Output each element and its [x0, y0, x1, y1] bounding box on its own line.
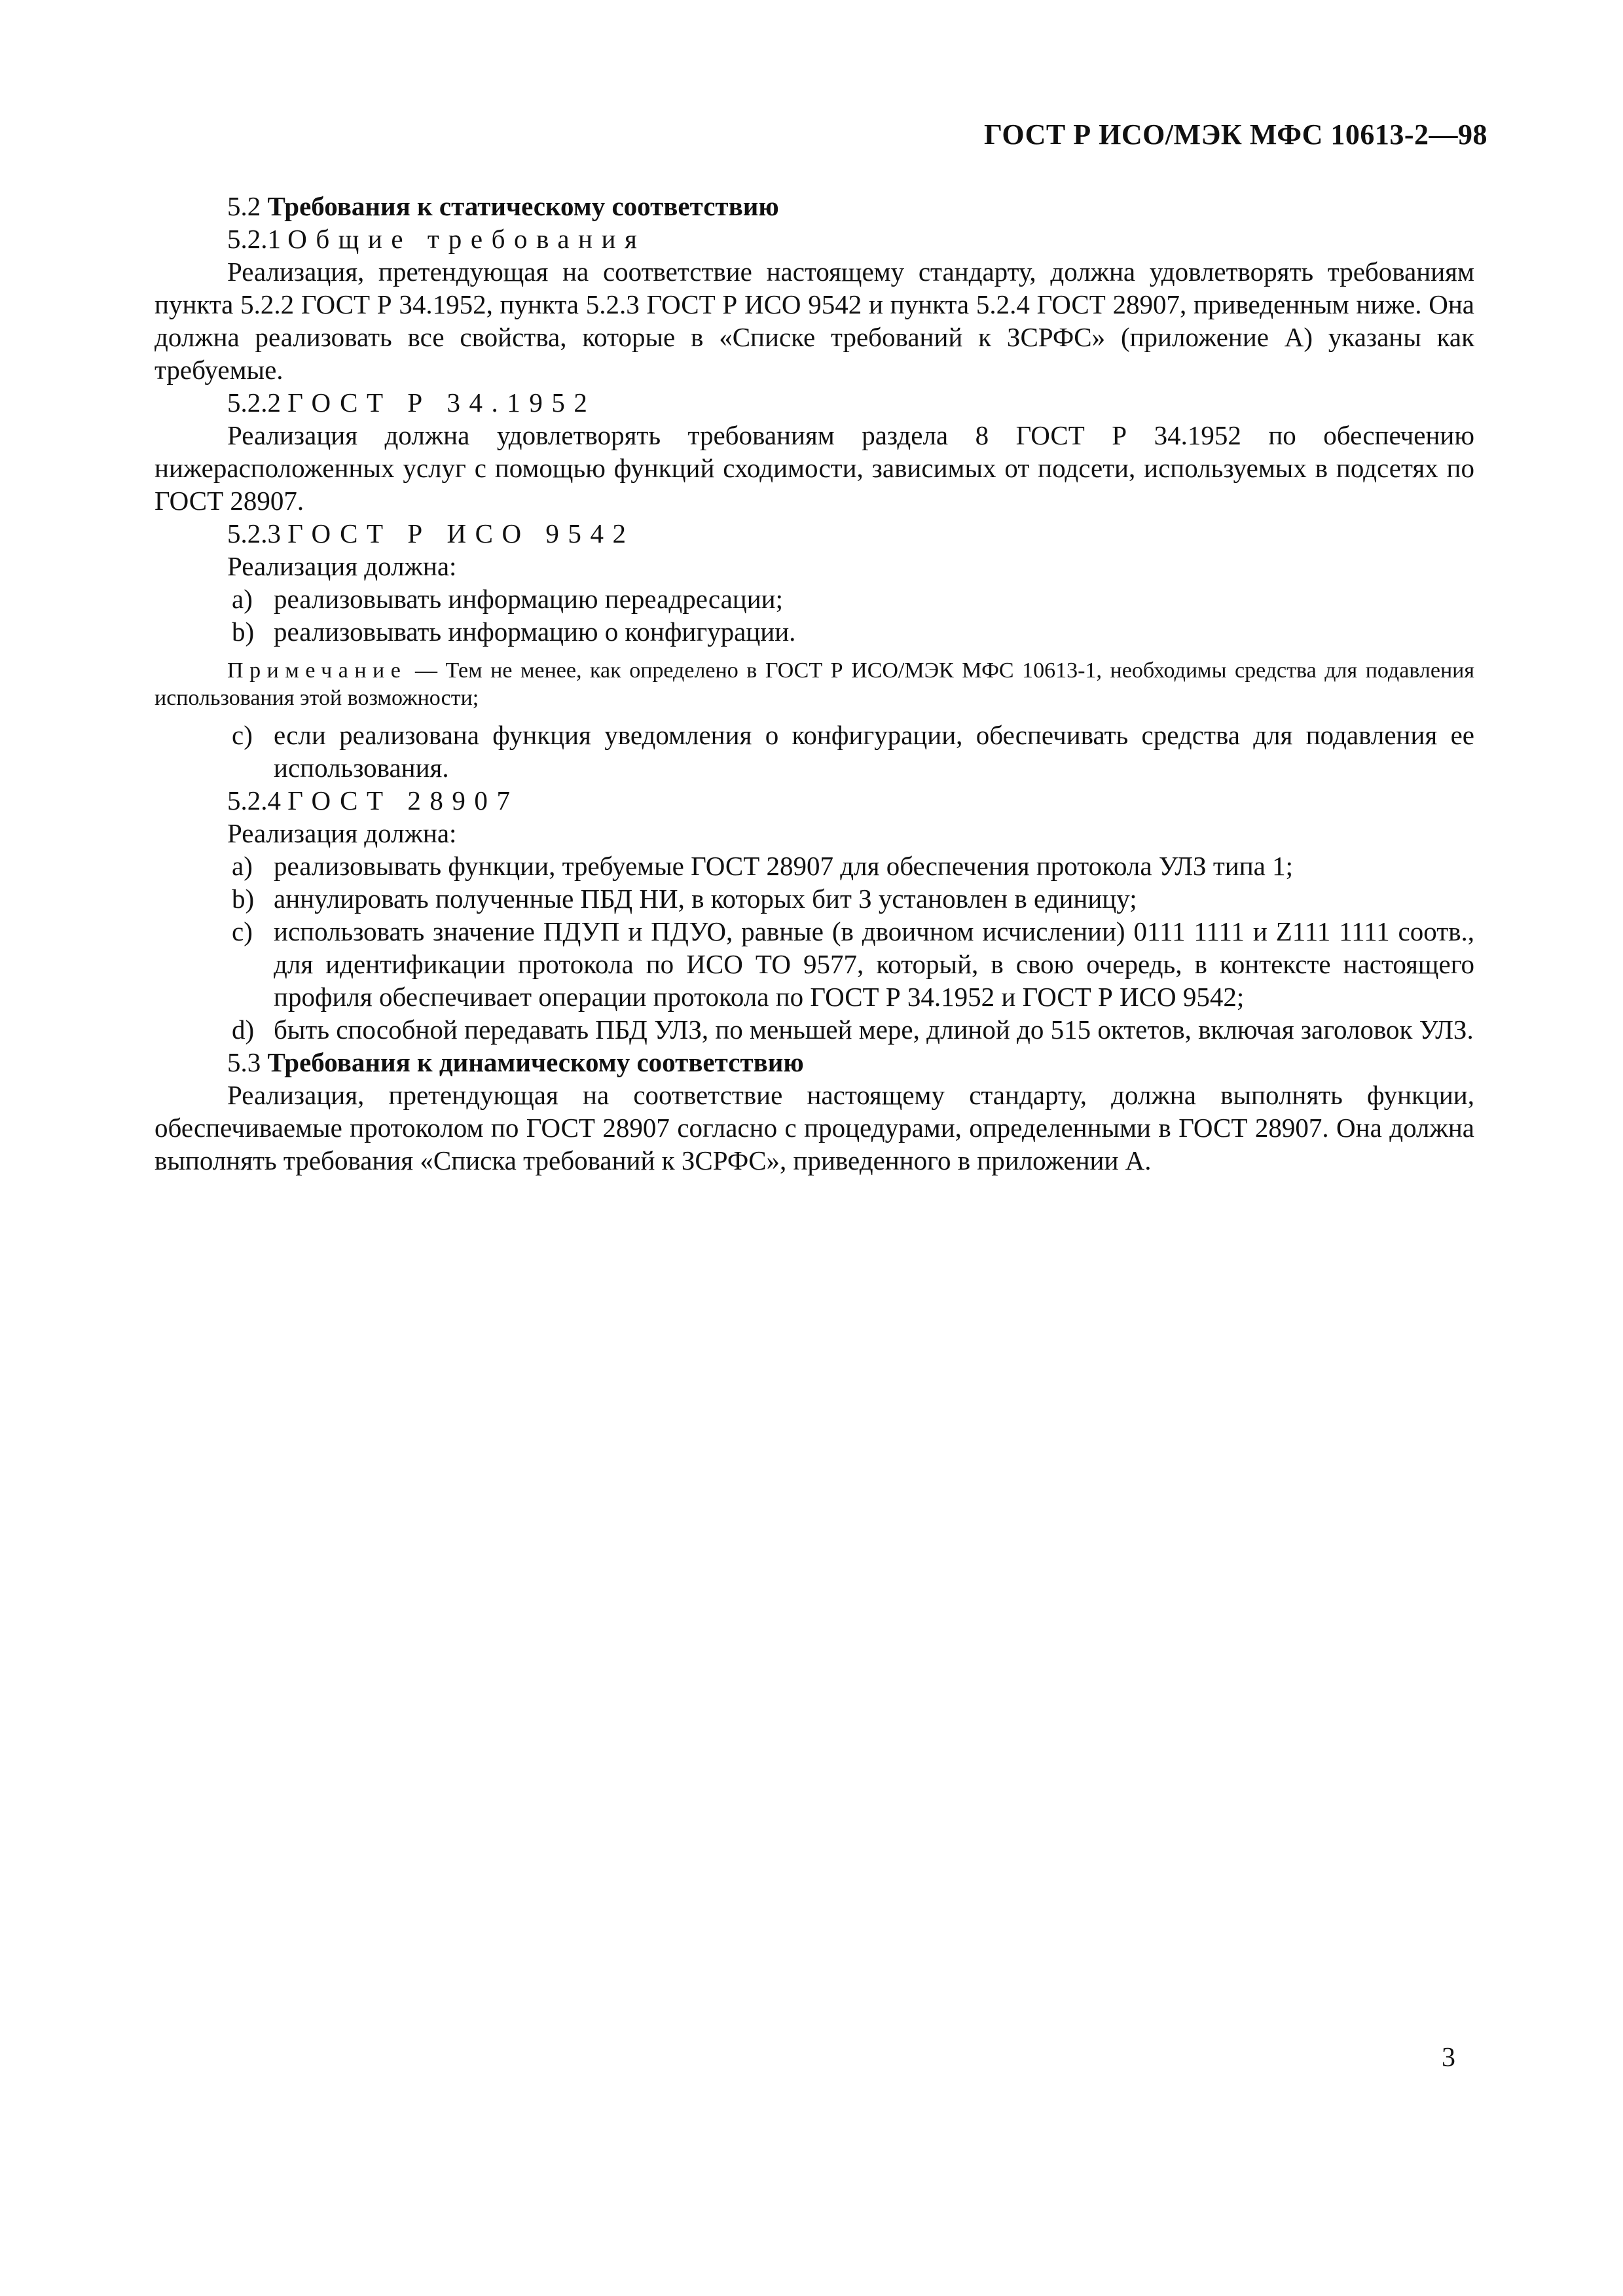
section-5-2-4-intro: Реализация должна: [227, 818, 457, 848]
list-marker: d) [232, 1014, 255, 1045]
section-5-3-paragraph: Реализация, претендующая на соответствие настоящему стандарту, должна выполнять функции, обеспечиваемые протоколом по ГОСТ 28907 согласно с процедурами, определенными в ГОСТ 28907. Она должна выполнять требования «Списка требований к ЗСРФС», приведенного в приложении А. [155, 1080, 1474, 1175]
list-item [155, 915, 1474, 1013]
section-title: Требования к статическому соответствию [267, 191, 779, 221]
list-item [155, 583, 1474, 615]
document-header: ГОСТ Р ИСО/МЭК МФС 10613-2—98 [983, 118, 1487, 151]
list-item [155, 850, 1474, 882]
section-number: 5.2.3 [227, 518, 281, 548]
list-item [155, 882, 1474, 915]
list-item [155, 615, 1474, 648]
list-item-text: аннулировать полученные ПБД НИ, в которых бит З установлен в единицу; [274, 884, 1137, 914]
list-item-text: реализовывать информацию переадресации; [274, 584, 784, 614]
list-item-text: если реализована функция уведомления о конфигурации, обеспечивать средства для подавления ее использования. [274, 720, 1474, 783]
section-title: Общие требования [287, 224, 646, 254]
list-item [155, 1013, 1474, 1046]
list-marker: a) [232, 584, 253, 614]
section-title: ГОСТ 28907 [287, 785, 519, 816]
section-number: 5.2.2 [227, 387, 281, 418]
section-number: 5.3 [227, 1047, 261, 1077]
list-item-text: реализовывать функции, требуемые ГОСТ 28907 для обеспечения протокола УЛЗ типа 1; [274, 851, 1293, 881]
list-item-text: реализовывать информацию о конфигурации. [274, 617, 796, 647]
section-number: 5.2.4 [227, 785, 281, 816]
section-title: Требования к динамическому соответствию [267, 1047, 804, 1077]
list-item-text: использовать значение ПДУП и ПДУО, равные (в двоичном исчислении) 0111 1111 и Z111 1111 соотв., для идентификации протокола по ИСО ТО 9577, который, в свою очередь, в контексте настоящего профиля обеспечивает операции протокола по ГОСТ Р 34.1952 и ГОСТ Р ИСО 9542; [274, 916, 1474, 1012]
section-5-2-heading [155, 190, 1474, 223]
section-title: ГОСТ Р 34.1952 [287, 387, 596, 418]
list-item [155, 719, 1474, 784]
document-body [155, 190, 1474, 1177]
section-5-2-2-paragraph: Реализация должна удовлетворять требованиям раздела 8 ГОСТ Р 34.1952 по обеспечению нижерасположенных услуг с помощью функций сходимости, зависимых от подсети, используемых в подсетях по ГОСТ 28907. [155, 420, 1474, 516]
section-5-2-3-heading [155, 517, 1474, 550]
section-5-3-heading [155, 1046, 1474, 1079]
list-marker: b) [232, 884, 255, 914]
section-number: 5.2.1 [227, 224, 281, 254]
list-marker: a) [232, 851, 253, 881]
section-number: 5.2 [227, 191, 261, 221]
note-text: — Тем не менее, как определено в ГОСТ Р ИСО/МЭК МФС 10613-1, необходимы средства для подавления использования этой возможности; [155, 658, 1474, 710]
list-marker: c) [232, 720, 253, 750]
page-number: 3 [1442, 2043, 1455, 2073]
section-5-2-4-heading [155, 784, 1474, 817]
section-5-2-1-paragraph: Реализация, претендующая на соответствие настоящему стандарту, должна удовлетворять требованиям пункта 5.2.2 ГОСТ Р 34.1952, пункта 5.2.3 ГОСТ Р ИСО 9542 и пункта 5.2.4 ГОСТ 28907, приведенным ниже. Она должна реализовать все свойства, которые в «Списке требований к ЗСРФС» (приложение А) указаны как требуемые. [155, 257, 1474, 385]
list-marker: b) [232, 617, 255, 647]
note [155, 657, 1474, 712]
note-label: Примечание [227, 658, 407, 683]
section-5-2-2-heading [155, 386, 1474, 419]
section-5-2-1-heading [155, 223, 1474, 255]
section-5-2-3-intro: Реализация должна: [227, 551, 457, 581]
section-title: ГОСТ Р ИСО 9542 [287, 518, 635, 548]
list-item-text: быть способной передавать ПБД УЛЗ, по меньшей мере, длиной до 515 октетов, включая заголовок УЛЗ. [274, 1014, 1474, 1045]
list-marker: c) [232, 916, 253, 946]
